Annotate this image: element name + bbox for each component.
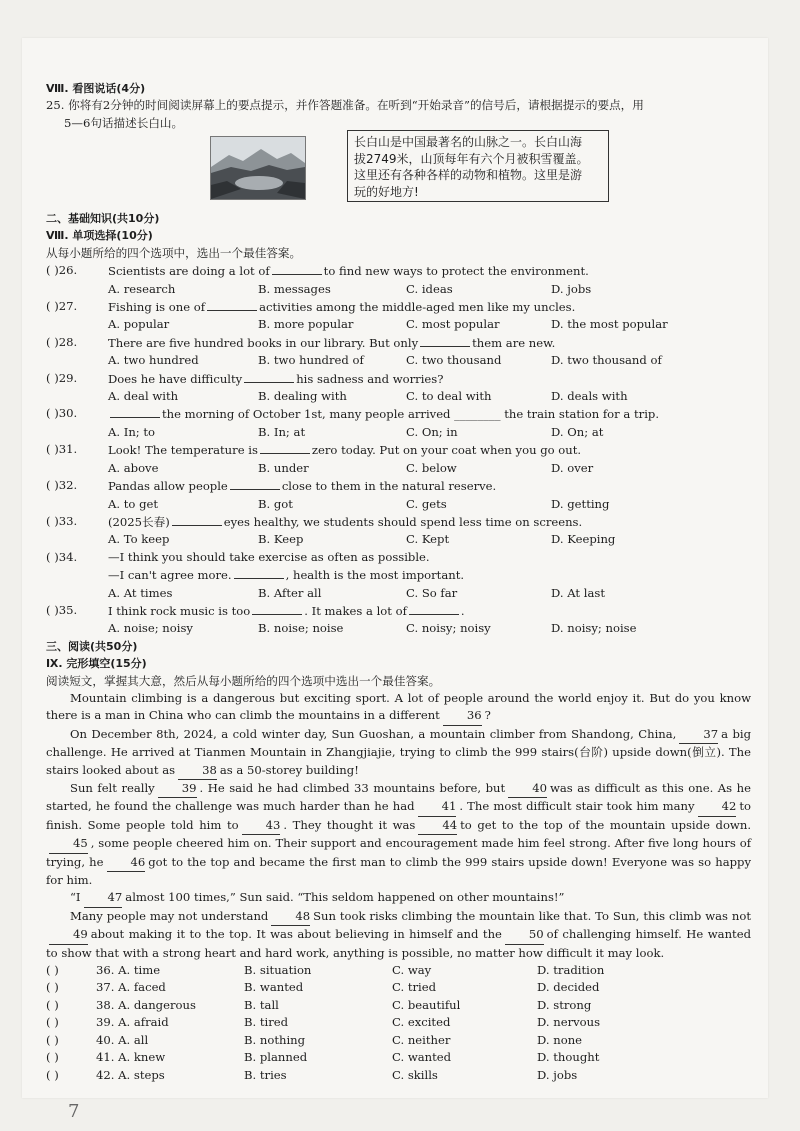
question-32 [46, 477, 751, 495]
answer-paren[interactable]: ( ) [46, 1015, 59, 1030]
answer-paren[interactable]: ( )30. [46, 406, 78, 421]
hint-line: 长白山是中国最著名的山脉之一。长白山海 [354, 135, 583, 149]
question-26 [46, 262, 751, 280]
option: 38. A. dangerous [96, 997, 196, 1012]
option: D. over [551, 460, 594, 475]
part-heading: 二、基础知识(共10分) [46, 212, 160, 225]
blank-number: 47 [84, 889, 123, 907]
question-31 [46, 441, 751, 459]
question-34-reply [46, 566, 751, 584]
option: B. situation [244, 963, 312, 978]
option: B. Keep [258, 532, 304, 547]
question-27 [46, 298, 751, 316]
option: B. tall [244, 997, 279, 1012]
option: A. In; to [108, 424, 156, 439]
option: B. tired [244, 1015, 289, 1030]
answer-blank [172, 513, 222, 526]
option: C. neither [392, 1032, 451, 1047]
option: B. planned [244, 1050, 308, 1065]
answer-paren[interactable]: ( )33. [46, 513, 78, 528]
option: 40. A. all [96, 1032, 149, 1047]
option: 41. A. knew [96, 1050, 166, 1065]
blank-number: 45 [49, 835, 88, 853]
option: B. messages [258, 281, 331, 296]
option: A. deal with [108, 389, 179, 404]
blank-number: 42 [698, 798, 737, 816]
option: D. thought [537, 1050, 600, 1065]
option: B. more popular [258, 317, 354, 332]
passage-paragraph: On December 8th, 2024, a cold winter day, Sun Guoshan, a mountain climber from Shandong, China, 37 a big challenge. He arrived at Tianmen Mountain in Zhangjiajie, trying to climb the 999 stairs(台阶) upside down(倒立). The stairs looked about as 38 as a 50-storey building! [46, 726, 751, 780]
blank-number: 37 [679, 726, 718, 744]
option: C. to deal with [406, 389, 492, 404]
blank-number: 48 [271, 908, 310, 926]
option: C. way [392, 963, 432, 978]
option: A. two hundred [108, 353, 199, 368]
option: B. After all [258, 585, 322, 600]
question-stem: (2025长春) eyes healthy, we students should spend less time on screens. [108, 514, 583, 529]
exam-page [22, 38, 768, 1122]
answer-paren[interactable]: ( )34. [46, 549, 78, 564]
option: 37. A. faced [96, 980, 166, 995]
question-stem: Does he have difficulty his sadness and worries? [108, 371, 444, 386]
option: D. two thousand of [551, 353, 662, 368]
answer-blank [110, 405, 160, 418]
question-stem: Fishing is one of activities among the middle-aged men like my uncles. [108, 300, 576, 315]
option: 36. A. time [96, 963, 161, 978]
mountain-image-icon [211, 137, 305, 199]
answer-paren[interactable]: ( )27. [46, 299, 78, 314]
part-heading: 三、阅读(共50分) [46, 639, 138, 653]
option: C. On; in [406, 424, 458, 439]
page-number: 7 [68, 1101, 80, 1122]
options-27 [46, 316, 751, 333]
cloze-options-36 [46, 962, 751, 979]
passage-paragraph: Many people may not understand 48 Sun took risks climbing the mountain like that. To Sun, this climb was not49 about making it to the top. It was about believing in himself and the 50 of challenging himself. He wanted to show that with a strong heart and hard work, anything is possible, no matter how difficult it may look. [46, 908, 751, 960]
option: B. noise; noise [258, 621, 344, 636]
option: C. skills [392, 1067, 438, 1082]
hint-line: 玩的好地方! [354, 184, 419, 199]
option: D. Keeping [551, 532, 616, 547]
answer-blank [420, 334, 470, 347]
cloze-options-37 [46, 979, 751, 996]
answer-blank [234, 566, 284, 579]
option: A. above [108, 460, 159, 475]
blank-number: 39 [158, 780, 197, 798]
option: D. At last [551, 585, 605, 600]
option: B. wanted [244, 980, 304, 995]
option: D. On; at [551, 424, 604, 439]
question-stem: Look! The temperature is zero today. Put on your coat when you go out. [108, 443, 582, 458]
blank-number: 44 [418, 817, 457, 835]
answer-blank [260, 441, 310, 454]
option: A. to get [108, 496, 159, 511]
options-30 [46, 424, 751, 441]
option: C. beautiful [392, 997, 461, 1012]
blank-number: 46 [107, 854, 146, 872]
question-stem: —I can't agree more. , health is the most important. [108, 568, 465, 583]
option: D. none [537, 1032, 583, 1047]
option: C. tried [392, 980, 437, 995]
section-heading: Ⅷ. 看图说话(4分) [46, 82, 146, 95]
option: D. getting [551, 496, 610, 511]
blank-number: 41 [418, 798, 457, 816]
question-29 [46, 370, 751, 388]
option: C. excited [392, 1015, 451, 1030]
question-33 [46, 513, 751, 531]
option: C. most popular [406, 317, 500, 332]
option: C. ideas [406, 281, 453, 296]
option: B. dealing with [258, 389, 347, 404]
options-28 [46, 352, 751, 369]
option: B. In; at [258, 424, 306, 439]
passage-paragraph: Sun felt really 39 . He said he had climbed 33 mountains before, but 40 was as difficult as this one. As he started, he found the challenge was much harder than he had 41 . The most difficult stair took him many 42 to finish. Some people told him to 43 . They thought it was 44 to get to the top of the mountain upside down.45 , some people cheered him on. Their support and encouragement made him feel strong. After five long hours of trying, he 46 got to the top and became the first man to climb the 999 stairs upside down! Everyone was so happy for him. [46, 781, 752, 888]
answer-paren[interactable]: ( )32. [46, 478, 78, 493]
mc-instruction: 从每小题所给的四个选项中，选出一个最佳答案。 [46, 245, 302, 260]
cloze-options-38 [46, 997, 751, 1014]
options-34 [46, 585, 751, 602]
question-stem: Pandas allow people close to them in the natural reserve. [108, 479, 497, 494]
question-stem: —I think you should take exercise as often as possible. [108, 549, 430, 564]
answer-blank [230, 477, 280, 490]
option: D. nervous [537, 1015, 601, 1030]
answer-paren[interactable]: ( )35. [46, 602, 78, 617]
option: D. tradition [537, 963, 605, 978]
question-stem: Scientists are doing a lot of to find new ways to protect the environment. [108, 264, 589, 279]
answer-paren[interactable]: ( ) [46, 980, 59, 995]
question-stem: There are five hundred books in our library. But only them are new. [108, 335, 556, 350]
passage-paragraph: Mountain climbing is a dangerous but exciting sport. A lot of people around the world enjoy it. But do you know there is a man in China who can climb the mountains in a different 36 ? [46, 690, 751, 726]
changbai-mountain-photo [210, 136, 306, 200]
question-28 [46, 334, 751, 352]
answer-paren[interactable]: ( ) [46, 1067, 59, 1082]
option: C. gets [406, 496, 447, 511]
option: B. two hundred of [258, 353, 364, 368]
options-32 [46, 496, 751, 513]
blank-number: 43 [242, 817, 281, 835]
option: D. the most popular [551, 317, 668, 332]
section-viii [46, 80, 751, 210]
question-34 [46, 549, 751, 566]
answer-blank [207, 298, 257, 311]
answer-blank [272, 262, 322, 275]
hint-line: 拔2749米，山顶每年有六个月被积雪覆盖。 [354, 151, 589, 166]
blank-number: 49 [49, 926, 88, 944]
hint-box [347, 130, 609, 202]
answer-paren[interactable]: ( )31. [46, 442, 78, 457]
option: D. noisy; noise [551, 621, 637, 636]
option: C. below [406, 460, 457, 475]
answer-paren[interactable]: ( ) [46, 997, 59, 1012]
blank-number: 50 [505, 926, 544, 944]
passage-paragraph: “I 47 almost 100 times,” Sun said. “This seldom happened on other mountains!” [46, 889, 751, 907]
answer-paren[interactable]: ( )28. [46, 334, 78, 349]
answer-paren[interactable]: ( )26. [46, 263, 78, 278]
answer-blank [244, 370, 294, 383]
q25-instruction: 25. 你将有2分钟的时间阅读屏幕上的要点提示，并作答题准备。在听到“开始录音”的信号后，请根据提示的要点，用 [46, 98, 644, 113]
cloze-instruction: 阅读短文，掌握其大意，然后从每小题所给的四个选项中选出一个最佳答案。 [46, 673, 441, 688]
blank-number: 38 [178, 762, 217, 780]
question-30 [46, 405, 751, 423]
page-content [46, 80, 751, 1084]
answer-blank [252, 602, 302, 615]
option: D. decided [537, 980, 600, 995]
answer-paren[interactable]: ( ) [46, 1032, 59, 1047]
option: A. To keep [108, 532, 170, 547]
options-33 [46, 531, 751, 548]
option: A. popular [108, 317, 170, 332]
option: B. under [258, 460, 309, 475]
options-35 [46, 620, 751, 637]
option: 42. A. steps [96, 1067, 165, 1082]
option: D. deals with [551, 389, 628, 404]
question-stem: I think rock music is too . It makes a lot of . [108, 603, 465, 618]
option: B. nothing [244, 1032, 306, 1047]
option: A. noise; noisy [108, 621, 193, 636]
answer-paren[interactable]: ( )29. [46, 370, 78, 385]
option: D. jobs [551, 281, 592, 296]
blank-number: 40 [508, 780, 547, 798]
q25-instruction-cont: 5—6句话描述长白山。 [64, 115, 184, 130]
option: A. At times [108, 585, 173, 600]
blank-number: 36 [443, 707, 482, 725]
option: D. jobs [537, 1067, 578, 1082]
cloze-options-42 [46, 1067, 751, 1084]
options-31 [46, 460, 751, 477]
cloze-options-41 [46, 1049, 751, 1066]
question-stem: the morning of October 1st, many people arrived ________ the train station for a trip. [108, 405, 659, 423]
option: B. tries [244, 1067, 287, 1082]
answer-paren[interactable]: ( ) [46, 1050, 59, 1065]
answer-blank [409, 602, 459, 615]
option: C. So far [406, 585, 458, 600]
option: C. wanted [392, 1050, 452, 1065]
question-35 [46, 602, 751, 620]
option: D. strong [537, 997, 592, 1012]
options-29 [46, 388, 751, 405]
hint-line: 这里还有各种各样的动物和植物。这里是游 [354, 168, 583, 182]
option: B. got [258, 496, 293, 511]
section-heading: Ⅷ. 单项选择(10分) [46, 229, 153, 243]
answer-paren[interactable]: ( ) [46, 963, 59, 978]
option: 39. A. afraid [96, 1015, 169, 1030]
option: C. Kept [406, 532, 450, 547]
section-heading: Ⅸ. 完形填空(15分) [46, 657, 147, 671]
options-26 [46, 281, 751, 298]
option: C. noisy; noisy [406, 621, 491, 636]
option: C. two thousand [406, 353, 502, 368]
cloze-options-39 [46, 1014, 751, 1031]
option: A. research [108, 281, 176, 296]
cloze-options-40 [46, 1032, 751, 1049]
